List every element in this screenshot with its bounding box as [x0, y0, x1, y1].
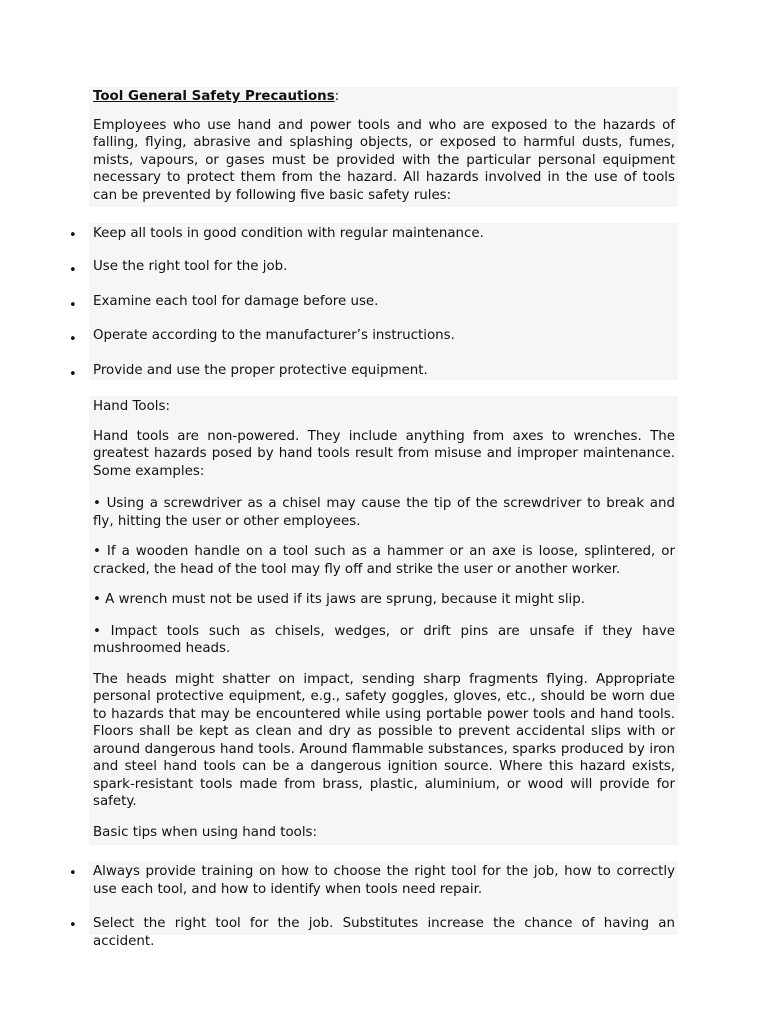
bullet-icon: •: [69, 367, 77, 382]
rule-text-block: [89, 293, 678, 328]
tip-text-block: [89, 861, 678, 913]
rule-text-block: [89, 327, 678, 362]
intro-section: [89, 87, 678, 207]
rule-text: Examine each tool for damage before use.: [93, 294, 379, 309]
list-item: [0, 293, 678, 328]
rule-text-block: [89, 362, 678, 380]
bullet-icon: •: [69, 263, 77, 278]
list-item: [0, 362, 678, 380]
list-item: [0, 861, 678, 913]
bullet-icon: •: [69, 332, 77, 347]
list-item: [0, 258, 678, 293]
example-item: • Impact tools such as chisels, wedges, or drift pins are unsafe if they have mushroomed heads.: [93, 623, 675, 656]
example-item: • If a wooden handle on a tool such as a hammer or an axe is loose, splintered, or cracked, the head of the tool may fly off and strike the user or another worker.: [93, 544, 675, 577]
list-item: [0, 223, 678, 258]
hand-tools-section: [89, 396, 678, 845]
section-title-colon: :: [334, 89, 340, 104]
bullet-icon: •: [69, 918, 77, 933]
rule-text: Use the right tool for the job.: [93, 259, 288, 274]
section-heading: [93, 88, 675, 106]
bullet-icon: •: [69, 866, 77, 881]
rule-text: Provide and use the proper protective equipment.: [93, 363, 428, 378]
rule-text-block: [89, 258, 678, 293]
list-item: [0, 913, 678, 949]
list-item: [0, 327, 678, 362]
rule-text: Keep all tools in good condition with regular maintenance.: [93, 226, 484, 241]
rule-text-block: [89, 223, 678, 258]
bullet-icon: •: [69, 228, 77, 243]
bullet-icon: •: [69, 298, 77, 313]
hand-tools-intro: Hand tools are non-powered. They include anything from axes to wrenches. The greatest hazards posed by hand tools result from misuse and improper maintenance. Some examples:: [93, 428, 675, 479]
example-item: • Using a screwdriver as a chisel may cause the tip of the screwdriver to break and fly, hitting the user or other employees.: [93, 496, 675, 529]
tip-text-block: [89, 913, 678, 949]
hand-tools-heading: Hand Tools:: [93, 399, 171, 414]
example-item: • A wrench must not be used if its jaws are sprung, because it might slip.: [93, 592, 586, 607]
intro-paragraph: Employees who use hand and power tools and who are exposed to the hazards of falling, flying, abrasive and splashing objects, or exposed to harmful dusts, fumes, mists, vapours, or gases must be provided with the particular personal equipment necessary to protect them from the hazard. All hazards involved in the use of tools can be prevented by following five basic safety rules:: [93, 117, 675, 203]
tip-text: Always provide training on how to choose the right tool for the job, how to correctly use each tool, and how to identify when tools need repair.: [93, 864, 675, 897]
tip-text: Select the right tool for the job. Substitutes increase the chance of having an accident.: [93, 916, 675, 949]
section-title: Tool General Safety Precautions: [93, 89, 335, 104]
tips-heading: Basic tips when using hand tools:: [93, 824, 318, 840]
hazards-paragraph: The heads might shatter on impact, sending sharp fragments flying. Appropriate personal protective equipment, e.g., safety goggles, gloves, etc., should be worn due to hazards that may be encountered while using portable power tools and hand tools. Floors shall be kept as clean and dry as possible to prevent accidental slips with or around dangerous hand tools. Around flammable substances, sparks produced by iron and steel hand tools can be a dangerous ignition source. Where this hazard exists, spark-resistant tools made from brass, plastic, aluminium, or wood will provide for safety.: [93, 671, 675, 809]
rule-text: Operate according to the manufacturer’s instructions.: [93, 328, 455, 343]
